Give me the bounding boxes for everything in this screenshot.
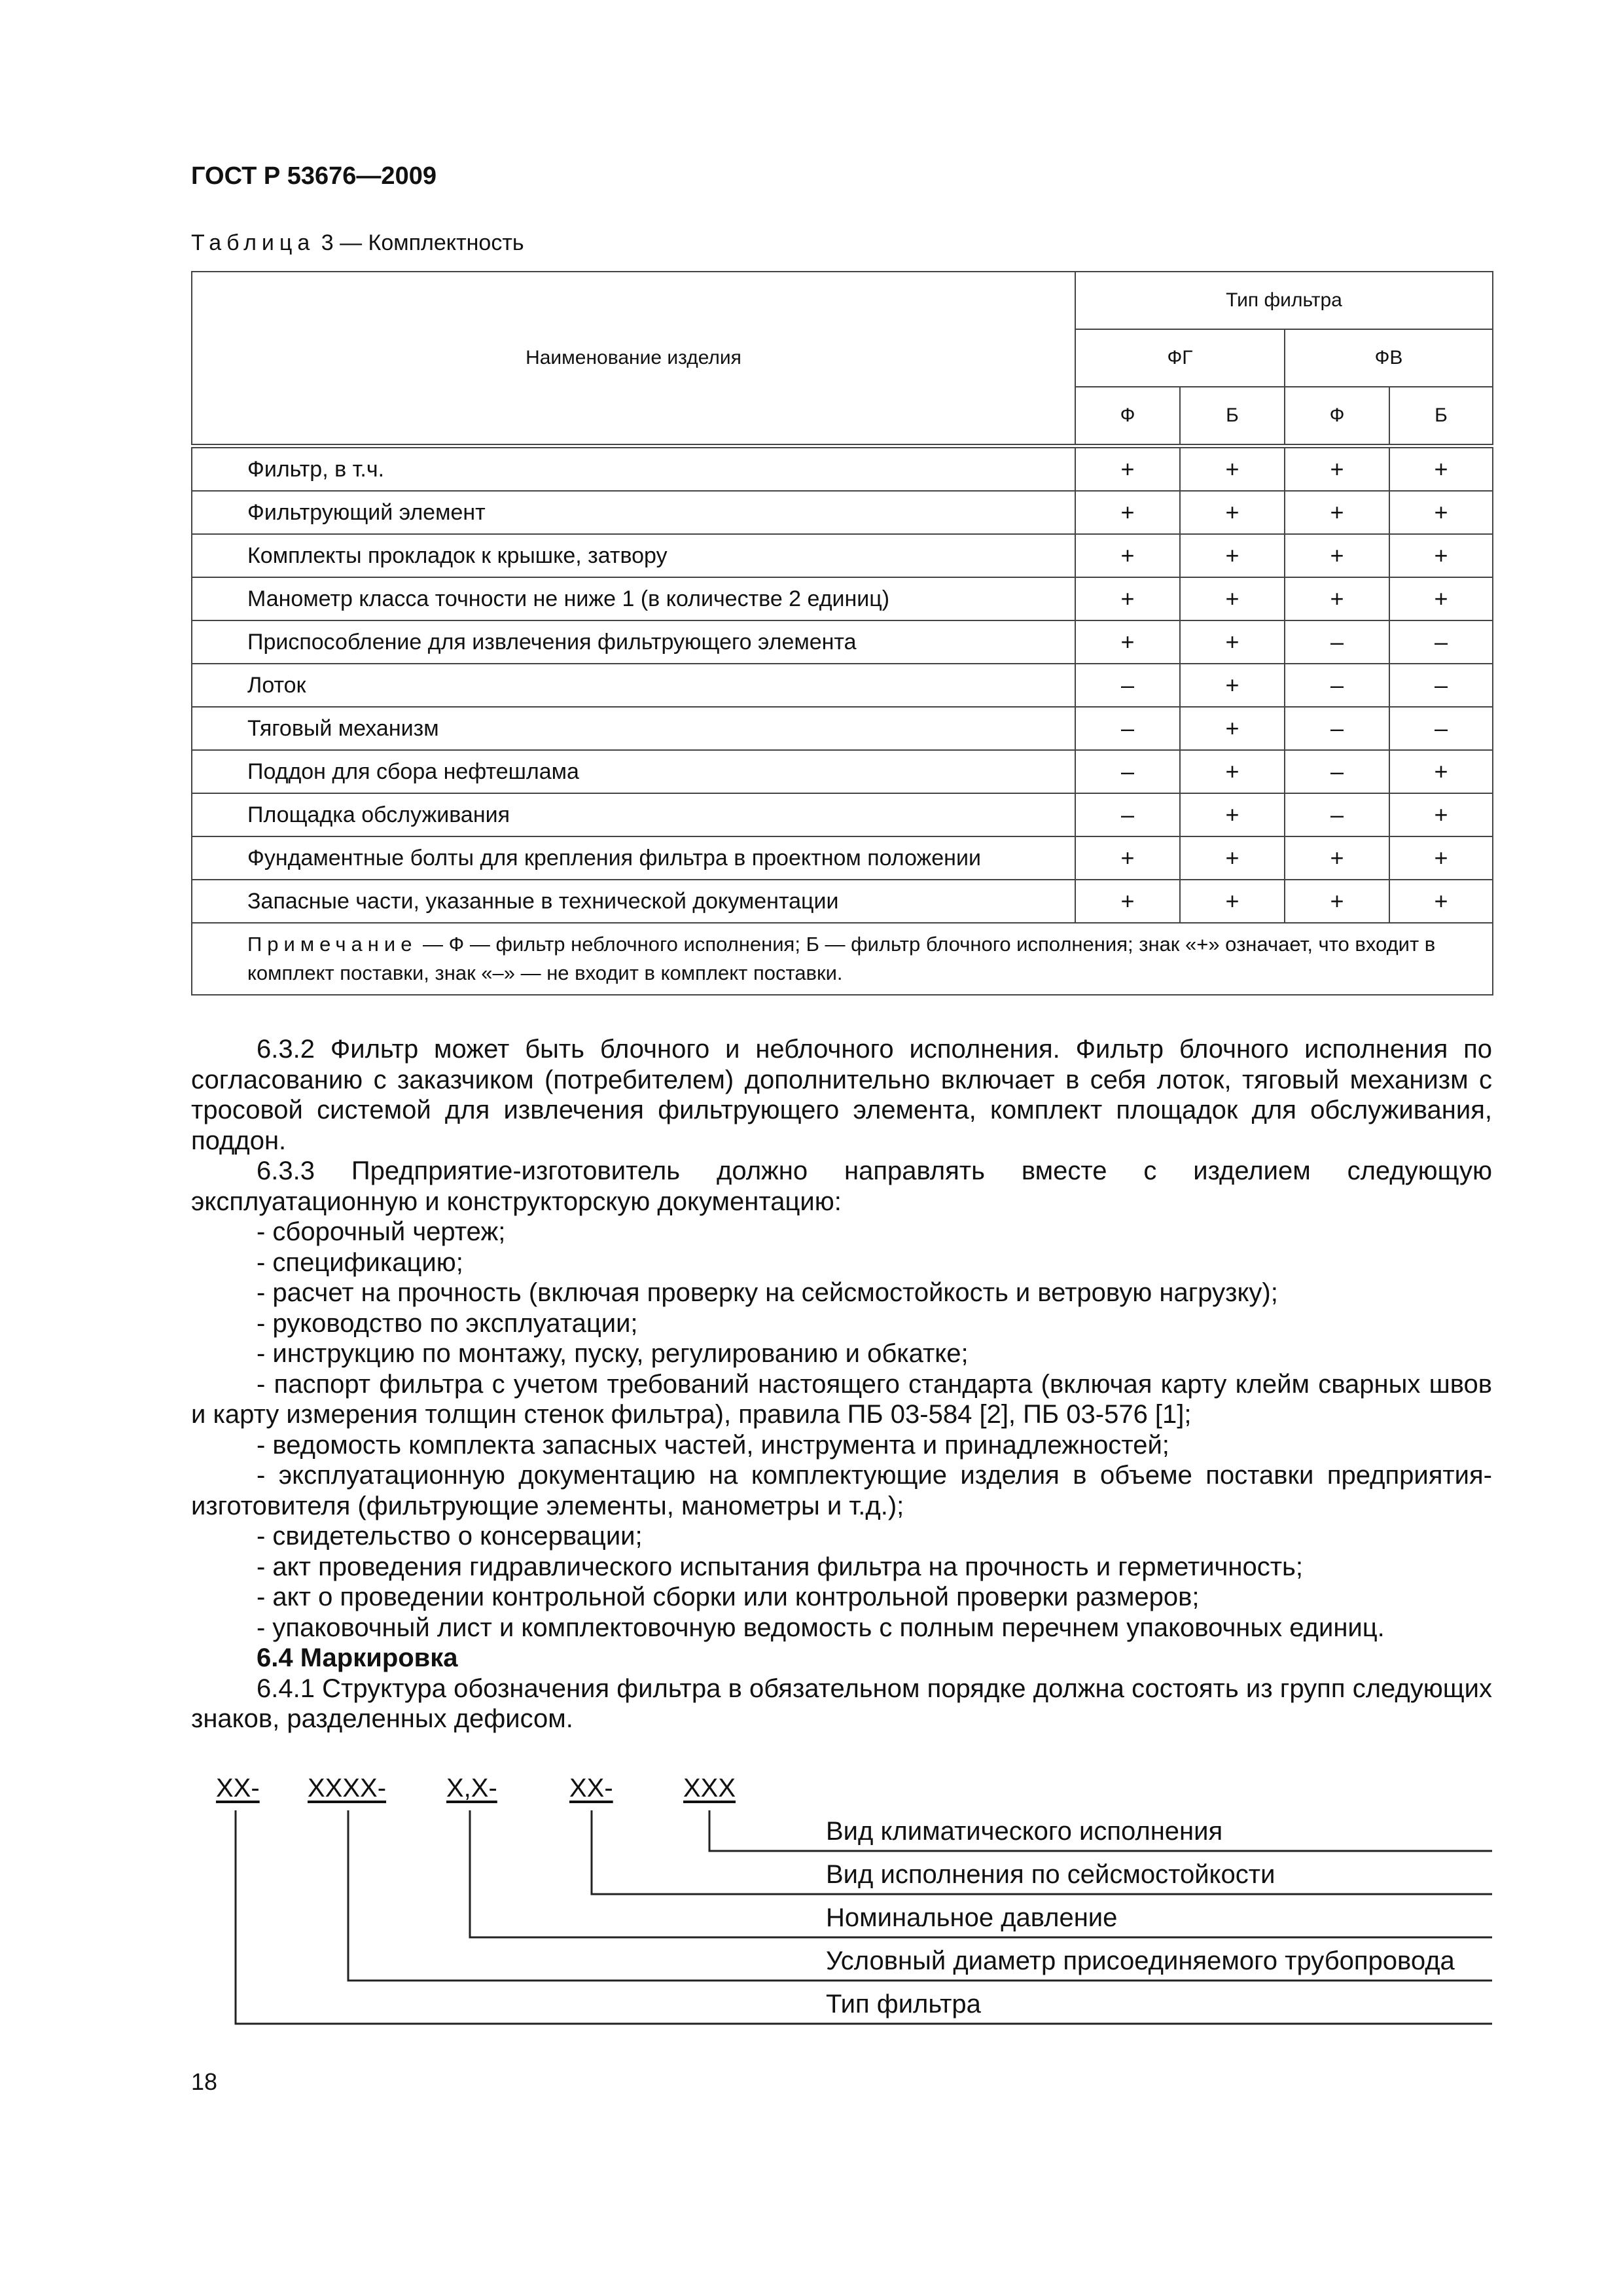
paragraph-6-3-2: 6.3.2 Фильтр может быть блочного и неблочного исполнения. Фильтр блочного исполнения по согласованию с заказчиком (потребителем) дополнительно включает в себя лоток, тяговый механизм с тросовой системой для извлечения фильтрующего элемента, комплект площадок для обслуживания, поддон. — [191, 1035, 1492, 1155]
note-text: — Ф — фильтр неблочного исполнения; Б — фильтр блочного исполнения; знак «+» означает, что входит в комплект поставки, знак «–» — не входит в комплект поставки. — [247, 933, 1436, 984]
list-item: - эксплуатационную документацию на комплектующие изделия в объеме поставки предприятия-изготовителя (фильтрующие элементы, манометры и т.д.); — [191, 1461, 1492, 1520]
list-item: - расчет на прочность (включая проверку на сейсмостойкость и ветровую нагрузку); — [257, 1278, 1278, 1307]
row-mark: – — [1389, 620, 1493, 664]
row-mark: + — [1389, 577, 1493, 620]
row-mark: + — [1180, 750, 1285, 793]
table-note-row — [192, 923, 1493, 995]
row-mark: + — [1180, 793, 1285, 836]
header-sub-f2: Ф — [1285, 387, 1389, 446]
row-mark: – — [1285, 707, 1389, 750]
table-row — [192, 707, 1493, 750]
row-mark: + — [1180, 880, 1285, 923]
label-pressure: Номинальное давление — [826, 1903, 1118, 1932]
row-mark: – — [1285, 793, 1389, 836]
row-mark: + — [1075, 446, 1180, 492]
row-mark: + — [1180, 707, 1285, 750]
table-row — [192, 446, 1493, 492]
row-mark: – — [1389, 664, 1493, 707]
completeness-table — [191, 271, 1493, 996]
list-item: - паспорт фильтра с учетом требований настоящего стандарта (включая карту клейм сварных швов и карту измерения толщин стенок фильтра), правила ПБ 03-584 [2], ПБ 03-576 [1]; — [191, 1369, 1492, 1429]
header-sub-f1: Ф — [1075, 387, 1180, 446]
label-diameter: Условный диаметр присоединяемого трубопровода — [826, 1946, 1455, 1975]
table-row — [192, 750, 1493, 793]
code-group-pressure: Х,Х- — [446, 1774, 497, 1803]
table-row — [192, 491, 1493, 534]
list-item: - ведомость комплекта запасных частей, инструмента и принадлежностей; — [257, 1430, 1169, 1460]
header-group-fv: ФВ — [1285, 329, 1493, 387]
row-mark: + — [1180, 664, 1285, 707]
designation-structure-diagram — [191, 1774, 1492, 2042]
row-mark: + — [1075, 836, 1180, 880]
list-item: - упаковочный лист и комплектовочную ведомость с полным перечнем упаковочных единиц. — [257, 1613, 1385, 1642]
code-group-diameter: ХХХХ- — [308, 1774, 387, 1803]
row-mark: + — [1180, 836, 1285, 880]
row-mark: + — [1389, 491, 1493, 534]
row-mark: + — [1285, 836, 1389, 880]
label-filter-type: Тип фильтра — [826, 1990, 981, 2018]
list-item: - инструкцию по монтажу, пуску, регулированию и обкатке; — [257, 1339, 969, 1368]
header-group-fg: ФГ — [1075, 329, 1285, 387]
body-text — [191, 1034, 1492, 1734]
list-item: - свидетельство о консервации; — [257, 1522, 643, 1551]
label-climatic: Вид климатического исполнения — [826, 1817, 1223, 1846]
row-mark: + — [1180, 491, 1285, 534]
row-mark: + — [1389, 446, 1493, 492]
table-caption-title: 3 — Комплектность — [315, 230, 524, 255]
note-prefix: Примечание — [247, 933, 418, 956]
row-name: Фундаментные болты для крепления фильтра в проектном положении — [192, 836, 1075, 880]
row-mark: + — [1389, 880, 1493, 923]
row-mark: + — [1389, 750, 1493, 793]
code-group-type: ХХ- — [216, 1774, 260, 1803]
paragraph-6-3-3: 6.3.3 Предприятие-изготовитель должно направлять вместе с изделием следующую эксплуатационную и конструкторскую документацию: — [191, 1157, 1492, 1216]
row-name: Комплекты прокладок к крышке, затвору — [192, 534, 1075, 577]
row-name: Фильтрующий элемент — [192, 491, 1075, 534]
row-mark: – — [1285, 620, 1389, 664]
paragraph-6-4-1: 6.4.1 Структура обозначения фильтра в обязательном порядке должна состоять из групп следующих знаков, разделенных дефисом. — [191, 1674, 1492, 1733]
table-caption — [191, 230, 524, 256]
header-item-name: Наименование изделия — [192, 272, 1075, 446]
row-name: Манометр класса точности не ниже 1 (в количестве 2 единиц) — [192, 577, 1075, 620]
row-mark: + — [1389, 534, 1493, 577]
row-name: Площадка обслуживания — [192, 793, 1075, 836]
table-row — [192, 534, 1493, 577]
code-group-climatic: ХХХ — [683, 1774, 736, 1803]
row-mark: + — [1180, 577, 1285, 620]
row-mark: – — [1075, 664, 1180, 707]
row-name: Тяговый механизм — [192, 707, 1075, 750]
row-mark: + — [1285, 491, 1389, 534]
page-number: 18 — [191, 2068, 218, 2095]
row-name: Приспособление для извлечения фильтрующего элемента — [192, 620, 1075, 664]
list-item: - акт проведения гидравлического испытания фильтра на прочность и герметичность; — [257, 1552, 1303, 1581]
row-mark: + — [1180, 534, 1285, 577]
table-row — [192, 620, 1493, 664]
header-filter-type: Тип фильтра — [1075, 272, 1493, 329]
row-mark: + — [1075, 577, 1180, 620]
row-mark: + — [1075, 491, 1180, 534]
row-mark: + — [1180, 446, 1285, 492]
section-heading-6-4: 6.4 Маркировка — [257, 1643, 458, 1672]
list-item: - акт о проведении контрольной сборки или контрольной проверки размеров; — [257, 1583, 1200, 1611]
table-caption-prefix: Таблица — [191, 230, 315, 255]
row-mark: + — [1285, 534, 1389, 577]
row-mark: + — [1389, 836, 1493, 880]
row-mark: + — [1285, 880, 1389, 923]
list-item: - руководство по эксплуатации; — [257, 1308, 638, 1338]
row-mark: – — [1075, 793, 1180, 836]
table-row — [192, 880, 1493, 923]
row-mark: – — [1075, 750, 1180, 793]
row-mark: + — [1075, 880, 1180, 923]
table-row — [192, 836, 1493, 880]
row-name: Поддон для сбора нефтешлама — [192, 750, 1075, 793]
table-row — [192, 793, 1493, 836]
table-note — [192, 923, 1493, 995]
header-sub-b2: Б — [1389, 387, 1493, 446]
row-mark: + — [1389, 793, 1493, 836]
row-mark: – — [1389, 707, 1493, 750]
label-seismic: Вид исполнения по сейсмостойкости — [826, 1860, 1275, 1889]
row-mark: + — [1285, 577, 1389, 620]
row-mark: + — [1075, 620, 1180, 664]
row-name: Фильтр, в т.ч. — [192, 446, 1075, 492]
list-item: - спецификацию; — [257, 1247, 463, 1277]
code-group-seismic: ХХ- — [569, 1774, 613, 1803]
table-row — [192, 664, 1493, 707]
row-mark: + — [1075, 534, 1180, 577]
row-mark: + — [1180, 620, 1285, 664]
row-mark: + — [1285, 446, 1389, 492]
table-row — [192, 577, 1493, 620]
row-name: Лоток — [192, 664, 1075, 707]
header-sub-b1: Б — [1180, 387, 1285, 446]
row-mark: – — [1075, 707, 1180, 750]
row-mark: – — [1285, 664, 1389, 707]
document-header: ГОСТ Р 53676—2009 — [191, 162, 437, 190]
list-item: - сборочный чертеж; — [257, 1217, 506, 1246]
row-mark: – — [1285, 750, 1389, 793]
row-name: Запасные части, указанные в технической документации — [192, 880, 1075, 923]
